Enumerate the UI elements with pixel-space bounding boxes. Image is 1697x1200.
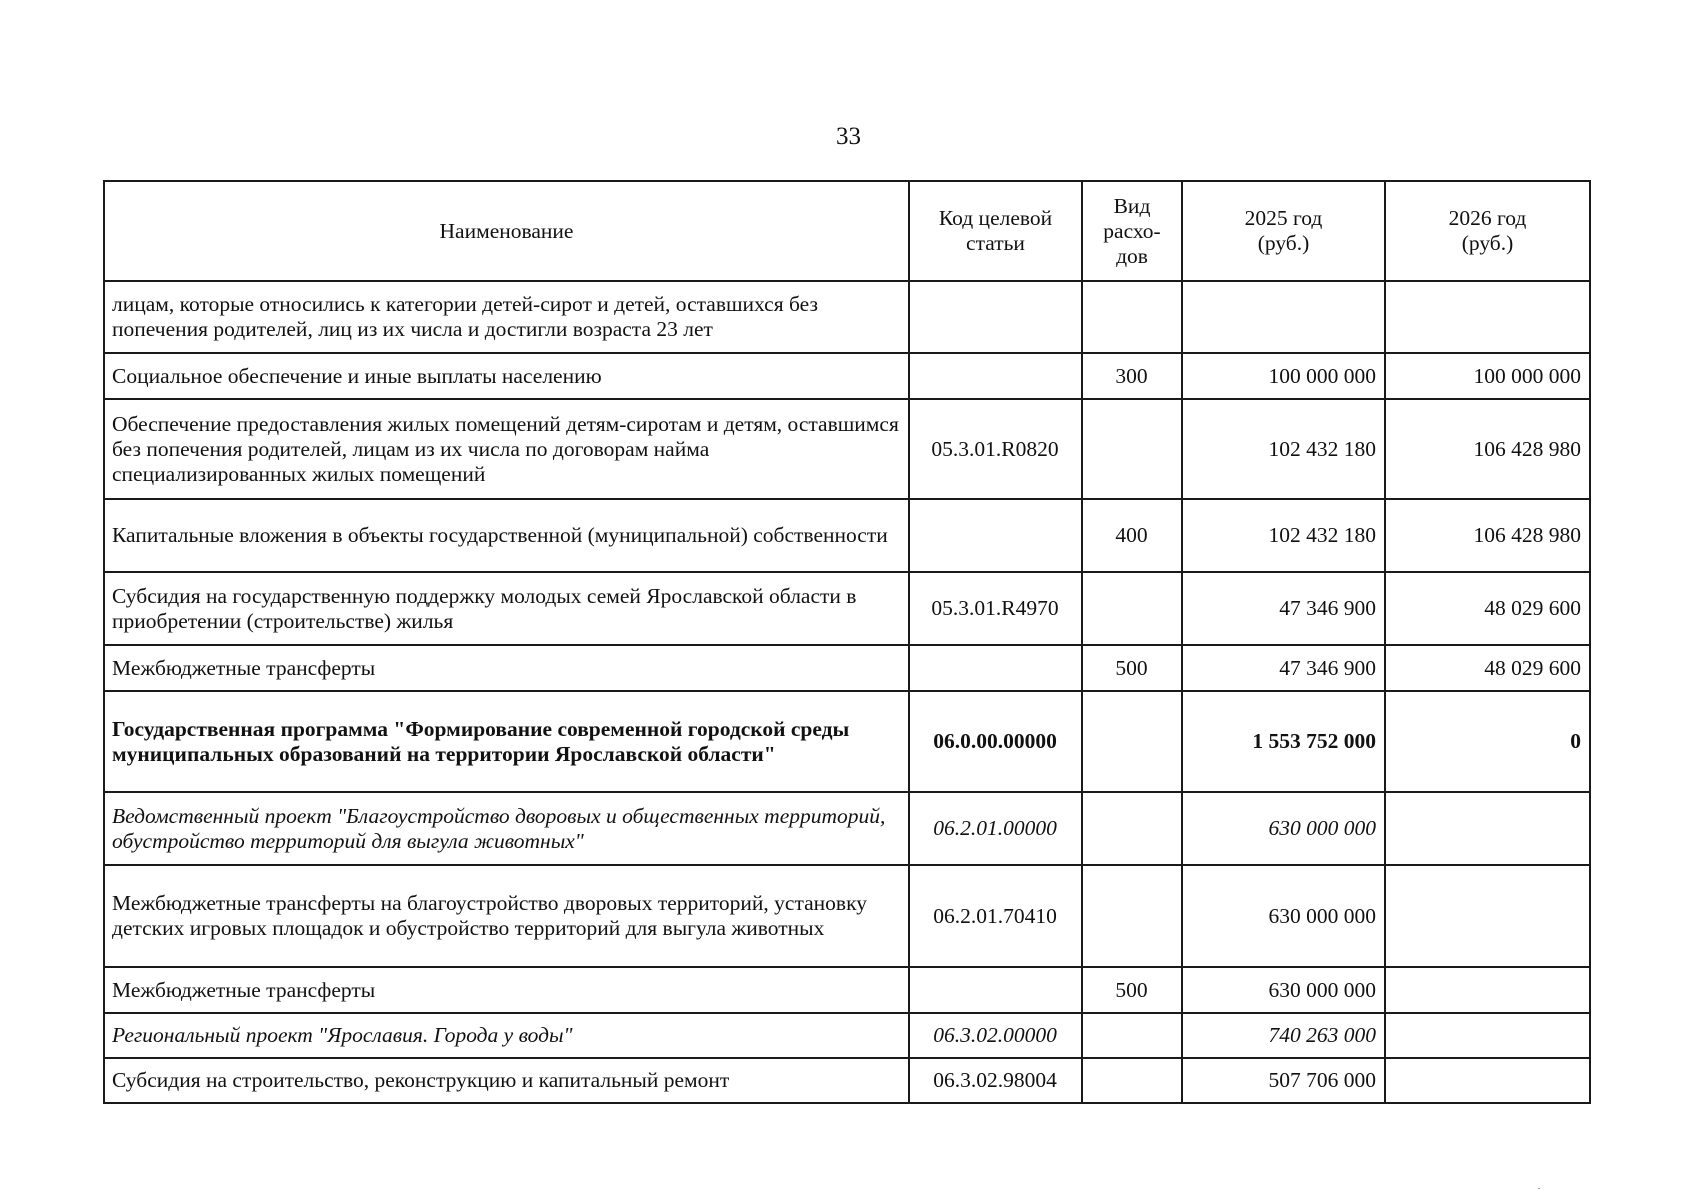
header-2025: 2025 год (руб.)	[1182, 181, 1385, 281]
row-name: Субсидия на строительство, реконструкцию и капитальный ремонт	[104, 1058, 909, 1103]
row-2026	[1385, 967, 1590, 1013]
row-type: 300	[1082, 353, 1182, 399]
row-type	[1082, 792, 1182, 865]
row-name: лицам, которые относились к категории детей-сирот и детей, оставшихся без попечения родителей, лиц из их числа и достигли возраста 23 лет	[104, 281, 909, 353]
row-2026: 48 029 600	[1385, 645, 1590, 691]
row-type	[1082, 691, 1182, 792]
scan-artifact	[1538, 1188, 1540, 1189]
header-expense-type: Вид расхо- дов	[1082, 181, 1182, 281]
row-2025: 1 553 752 000	[1182, 691, 1385, 792]
row-2025: 100 000 000	[1182, 353, 1385, 399]
row-2026	[1385, 1013, 1590, 1058]
row-code	[909, 645, 1082, 691]
header-2026: 2026 год (руб.)	[1385, 181, 1590, 281]
row-code	[909, 353, 1082, 399]
row-type	[1082, 399, 1182, 499]
row-name: Межбюджетные трансферты на благоустройство дворовых территорий, установку детских игровых площадок и обустройство территорий для выгула животных	[104, 865, 909, 967]
row-2025: 47 346 900	[1182, 572, 1385, 645]
row-name: Ведомственный проект "Благоустройство дворовых и общественных территорий, обустройство территорий для выгула животных"	[104, 792, 909, 865]
table-row	[104, 967, 1590, 1013]
budget-table	[103, 180, 1591, 1104]
row-2025: 630 000 000	[1182, 792, 1385, 865]
row-type	[1082, 572, 1182, 645]
row-name: Государственная программа "Формирование современной городской среды муниципальных образований на территории Ярославской области"	[104, 691, 909, 792]
row-name: Субсидия на государственную поддержку молодых семей Ярославской области в приобретении (строительстве) жилья	[104, 572, 909, 645]
row-type	[1082, 1058, 1182, 1103]
page-number: 33	[836, 123, 861, 150]
row-name: Межбюджетные трансферты	[104, 645, 909, 691]
row-code	[909, 281, 1082, 353]
table-row-project	[104, 792, 1590, 865]
row-2026: 0	[1385, 691, 1590, 792]
table-row	[104, 1058, 1590, 1103]
row-2026	[1385, 792, 1590, 865]
table-row-program	[104, 691, 1590, 792]
row-2026	[1385, 865, 1590, 967]
row-2025: 630 000 000	[1182, 865, 1385, 967]
row-type: 500	[1082, 967, 1182, 1013]
table-row	[104, 353, 1590, 399]
row-2025: 630 000 000	[1182, 967, 1385, 1013]
row-name: Региональный проект "Ярославия. Города у воды"	[104, 1013, 909, 1058]
row-type	[1082, 1013, 1182, 1058]
table-row	[104, 499, 1590, 572]
row-name: Межбюджетные трансферты	[104, 967, 909, 1013]
table-row-project	[104, 1013, 1590, 1058]
row-code: 06.2.01.70410	[909, 865, 1082, 967]
table-row	[104, 645, 1590, 691]
row-type: 500	[1082, 645, 1182, 691]
header-name: Наименование	[104, 181, 909, 281]
row-type: 400	[1082, 499, 1182, 572]
row-2026	[1385, 1058, 1590, 1103]
row-type	[1082, 865, 1182, 967]
row-2025: 740 263 000	[1182, 1013, 1385, 1058]
row-2026: 106 428 980	[1385, 499, 1590, 572]
row-code: 06.2.01.00000	[909, 792, 1082, 865]
row-2026: 100 000 000	[1385, 353, 1590, 399]
row-type	[1082, 281, 1182, 353]
row-2026: 106 428 980	[1385, 399, 1590, 499]
row-code: 06.0.00.00000	[909, 691, 1082, 792]
table-row	[104, 572, 1590, 645]
row-code	[909, 499, 1082, 572]
row-2025: 507 706 000	[1182, 1058, 1385, 1103]
row-code	[909, 967, 1082, 1013]
row-code: 05.3.01.R0820	[909, 399, 1082, 499]
row-2025	[1182, 281, 1385, 353]
table-row	[104, 281, 1590, 353]
row-name: Социальное обеспечение и иные выплаты населению	[104, 353, 909, 399]
row-name: Обеспечение предоставления жилых помещений детям-сиротам и детям, оставшимся без попечения родителей, лицам из их числа по договорам найма специализированных жилых помещений	[104, 399, 909, 499]
row-2025: 47 346 900	[1182, 645, 1385, 691]
header-target-code: Код целевой статьи	[909, 181, 1082, 281]
row-2026	[1385, 281, 1590, 353]
row-code: 06.3.02.98004	[909, 1058, 1082, 1103]
row-2025: 102 432 180	[1182, 399, 1385, 499]
table-row	[104, 865, 1590, 967]
table-row	[104, 399, 1590, 499]
header-row	[104, 181, 1590, 281]
row-code: 06.3.02.00000	[909, 1013, 1082, 1058]
row-name: Капитальные вложения в объекты государственной (муниципальной) собственности	[104, 499, 909, 572]
row-2025: 102 432 180	[1182, 499, 1385, 572]
row-code: 05.3.01.R4970	[909, 572, 1082, 645]
row-2026: 48 029 600	[1385, 572, 1590, 645]
